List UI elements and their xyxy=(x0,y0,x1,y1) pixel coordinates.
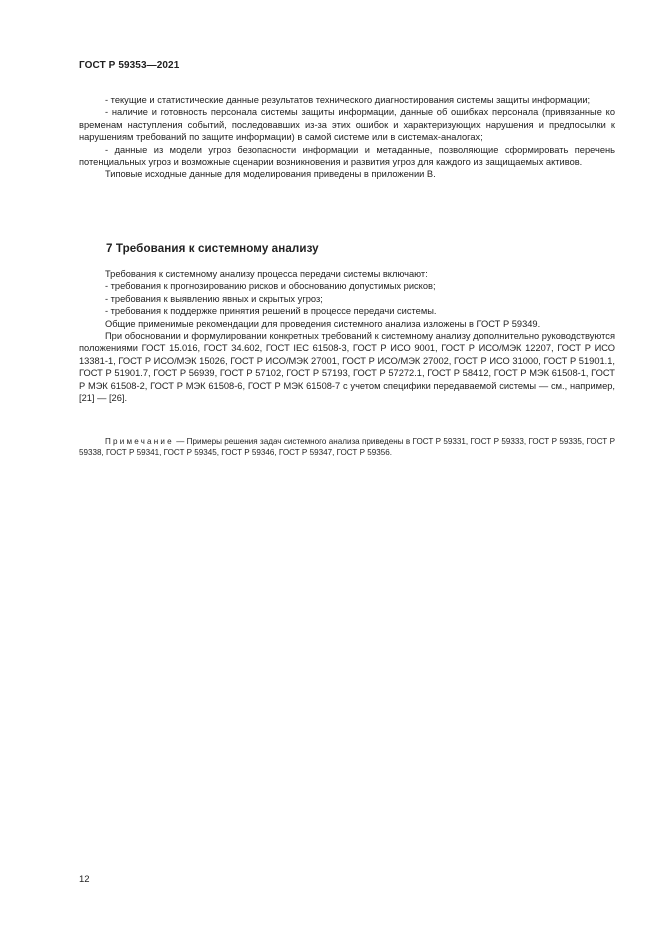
paragraph: - требования к прогнозированию рисков и обоснованию допустимых рисков; xyxy=(105,281,436,292)
section-body xyxy=(79,268,615,404)
paragraph: - требования к выявлению явных и скрытых угроз; xyxy=(105,293,323,304)
paragraph: При обосновании и формулировании конкретных требований к системному анализу дополнительно руководствуются положениями ГОСТ 15.016, ГОСТ 34.602, ГОСТ IEC 61508-3, ГОСТ Р ИСО 9001, ГОСТ Р ИСО/МЭК 12207, ГОСТ Р ИСО 13381-1, ГОСТ Р ИСО/МЭК 15026, ГОСТ Р ИСО/МЭК 27001, ГОСТ Р ИСО/МЭК 27002, ГОСТ Р ИСО 31000, ГОСТ Р 51901.1, ГОСТ Р 51901.7, ГОСТ Р 56939, ГОСТ Р 57102, ГОСТ Р 57193, ГОСТ Р 57272.1, ГОСТ Р 58412, ГОСТ Р МЭК 61508-1, ГОСТ Р МЭК 61508-2, ГОСТ Р МЭК 61508-6, ГОСТ Р МЭК 61508-7 с учетом специфики передаваемой системы — см., например, [21] — [26]. xyxy=(79,331,615,404)
page-number: 12 xyxy=(79,874,90,885)
note xyxy=(79,436,615,459)
paragraph: Типовые исходные данные для моделирования приведены в приложении В. xyxy=(105,169,436,180)
paragraph: Общие применимые рекомендации для проведения системного анализа изложены в ГОСТ Р 59349. xyxy=(105,318,541,329)
note-text: — Примеры решения задач системного анализа приведены в ГОСТ Р 59331, ГОСТ Р 59333, ГОСТ Р 59335, ГОСТ Р 59338, ГОСТ Р 59341, ГОСТ Р 59345, ГОСТ Р 59346, ГОСТ Р 59347, ГОСТ Р 59356. xyxy=(79,437,615,458)
paragraph: - данные из модели угроз безопасности информации и метаданные, позволяющие сформировать перечень потенциальных угроз и возможные сценарии возникновения и развития угроз для каждого из защищаемых активов. xyxy=(79,144,615,168)
paragraph: - требования к поддержке принятия решений в процессе передачи системы. xyxy=(105,306,437,317)
paragraph: - текущие и статистические данные результатов технического диагностирования системы защиты информации; xyxy=(105,95,591,105)
paragraph: - наличие и готовность персонала системы защиты информации, данные об ошибках персонала (привязанные ко временам наступления событий, последовавших из-за этих ошибок и характеризующих нарушения и предпосылки к нарушениям требований по защите информации) в самой системе или в системах-аналогах; xyxy=(79,107,615,143)
note-label: Примечание xyxy=(105,437,174,446)
document-header: ГОСТ Р 59353—2021 xyxy=(79,60,180,71)
paragraph: Требования к системному анализу процесса передачи системы включают: xyxy=(105,269,428,279)
section-title: 7 Требования к системному анализу xyxy=(106,242,319,255)
requirements-list-continuation xyxy=(79,94,615,181)
